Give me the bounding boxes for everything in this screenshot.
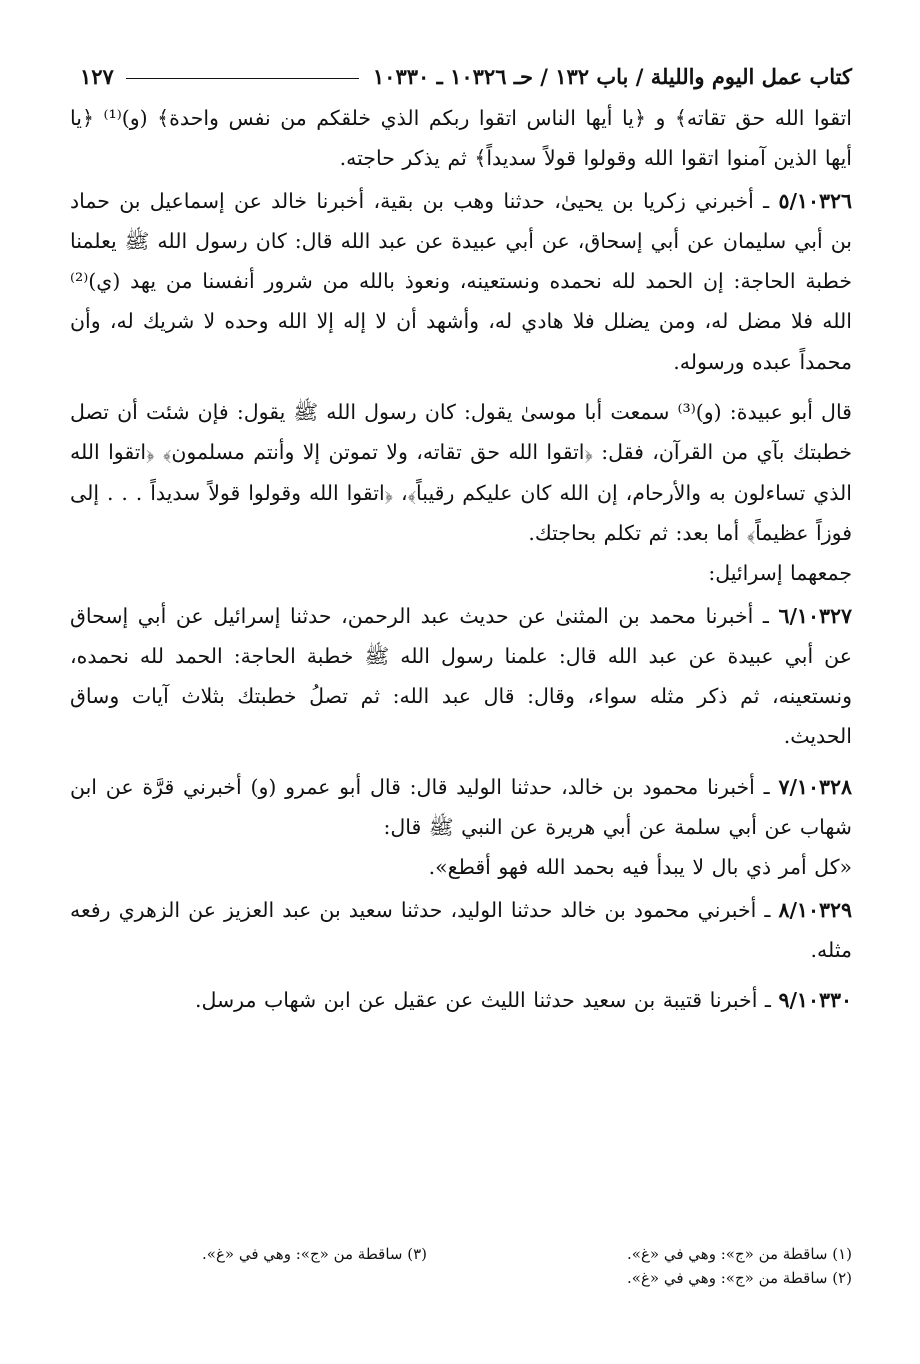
paragraph-text: «كل أمر ذي بال لا يبدأ فيه بحمد الله فهو أقطع». <box>428 855 852 880</box>
running-head <box>80 58 852 94</box>
hadith-number: ٩/١٠٣٣٠ <box>778 988 852 1013</box>
footnote-1: (١) ساقطة من «ج»: وهي في «غ». <box>627 1245 852 1263</box>
hadith-paragraph <box>70 890 852 971</box>
running-head-rule <box>126 78 359 79</box>
page <box>70 58 852 1031</box>
paragraph-text: ـ أخبرنا قتيبة بن سعيد حدثنا الليث عن عقيل عن ابن شهاب مرسل. <box>194 988 779 1013</box>
body-text <box>70 98 852 1021</box>
paragraph <box>70 98 852 179</box>
paragraph-text: ـ أخبرنا محمود بن خالد، حدثنا الوليد قال: قال أبو عمرو (و) أخبرني قرَّة عن ابن شهاب عن أبي سلمة عن أبي هريرة عن النبي ﷺ قال: <box>70 774 852 840</box>
hadith-paragraph <box>70 980 852 1020</box>
page-number: ١٢٧ <box>80 63 114 89</box>
footnotes-right-column <box>552 1242 852 1290</box>
footnote-3: (٣) ساقطة من «ج»: وهي في «غ». <box>202 1245 427 1263</box>
footnotes-left-column <box>127 1242 427 1266</box>
paragraph-text: ـ أخبرني زكريا بن يحيىٰ، حدثنا وهب بن بقية، أخبرنا خالد عن إسماعيل بن حماد بن أبي سليمان عن أبي إسحاق، عن أبي عبيدة عن عبد الله قال: كان رسول الله ﷺ يعلمنا خطبة الحاجة: إن الحمد لله نحمده ونستعينه، ونعوذ بالله من شرور أنفسنا من يهد (ي)⁽²⁾ الله فلا مضل له، ومن يضلل فلا هادي له، وأشهد أن لا إله إلا الله وحده لا شريك له، وأن محمداً عبده ورسوله. <box>70 188 852 374</box>
paragraph-text: اتقوا الله حق تقاته﴾ و ﴿يا أيها الناس اتقوا ربكم الذي خلقكم من نفس واحدة﴾ (و)⁽¹⁾ ﴿يا أيها الذين آمنوا اتقوا الله وقولوا قولاً سديداً﴾ ثم يذكر حاجته. <box>70 106 852 171</box>
hadith-paragraph <box>70 596 852 757</box>
paragraph-text: قال أبو عبيدة: (و)⁽³⁾ سمعت أبا موسىٰ يقول: كان رسول الله ﷺ يقول: فإن شئت أن تصل خطبتك بآي من القرآن، فقل: ﴿اتقوا الله حق تقاته، ولا تموتن إلا وأنتم مسلمون﴾ ﴿اتقوا الله الذي تساءلون به والأرحام، إن الله كان عليكم رقيباً﴾، ﴿اتقوا الله وقولوا قولاً سديداً . . . إلى فوزاً عظيماً﴾ أما بعد: ثم تكلم بحاجتك. <box>70 400 852 545</box>
paragraph <box>70 553 852 593</box>
hadith-paragraph <box>70 181 852 382</box>
hadith-number: ٧/١٠٣٢٨ <box>778 774 852 799</box>
paragraph <box>70 392 852 553</box>
hadith-number: ٨/١٠٣٢٩ <box>778 897 852 922</box>
hadith-number: ٥/١٠٣٢٦ <box>778 188 852 213</box>
quote-paragraph <box>70 847 852 887</box>
paragraph-text: جمعهما إسرائيل: <box>708 561 852 586</box>
paragraph-text: ـ أخبرنا محمد بن المثنىٰ عن حديث عبد الرحمن، حدثنا إسرائيل عن أبي إسحاق عن أبي عبيدة عن عبد الله قال: علمنا رسول الله ﷺ خطبة الحاجة: الحمد لله نحمده، ونستعينه، ثم ذكر مثله سواء، وقال: قال عبد الله: ثم تصلُ خطبتك بثلاث آيات وساق الحديث. <box>70 603 852 749</box>
paragraph-text: ـ أخبرني محمود بن خالد حدثنا الوليد، حدثنا سعيد بن عبد العزيز عن الزهري رفعه مثله. <box>70 897 852 962</box>
footnote-2: (٢) ساقطة من «ج»: وهي في «غ». <box>627 1269 852 1287</box>
running-head-title: كتاب عمل اليوم والليلة / باب ١٣٢ / حـ ١٠٣٢٦ ـ ١٠٣٣٠ <box>372 63 852 89</box>
hadith-number: ٦/١٠٣٢٧ <box>778 603 852 628</box>
hadith-paragraph <box>70 767 852 848</box>
